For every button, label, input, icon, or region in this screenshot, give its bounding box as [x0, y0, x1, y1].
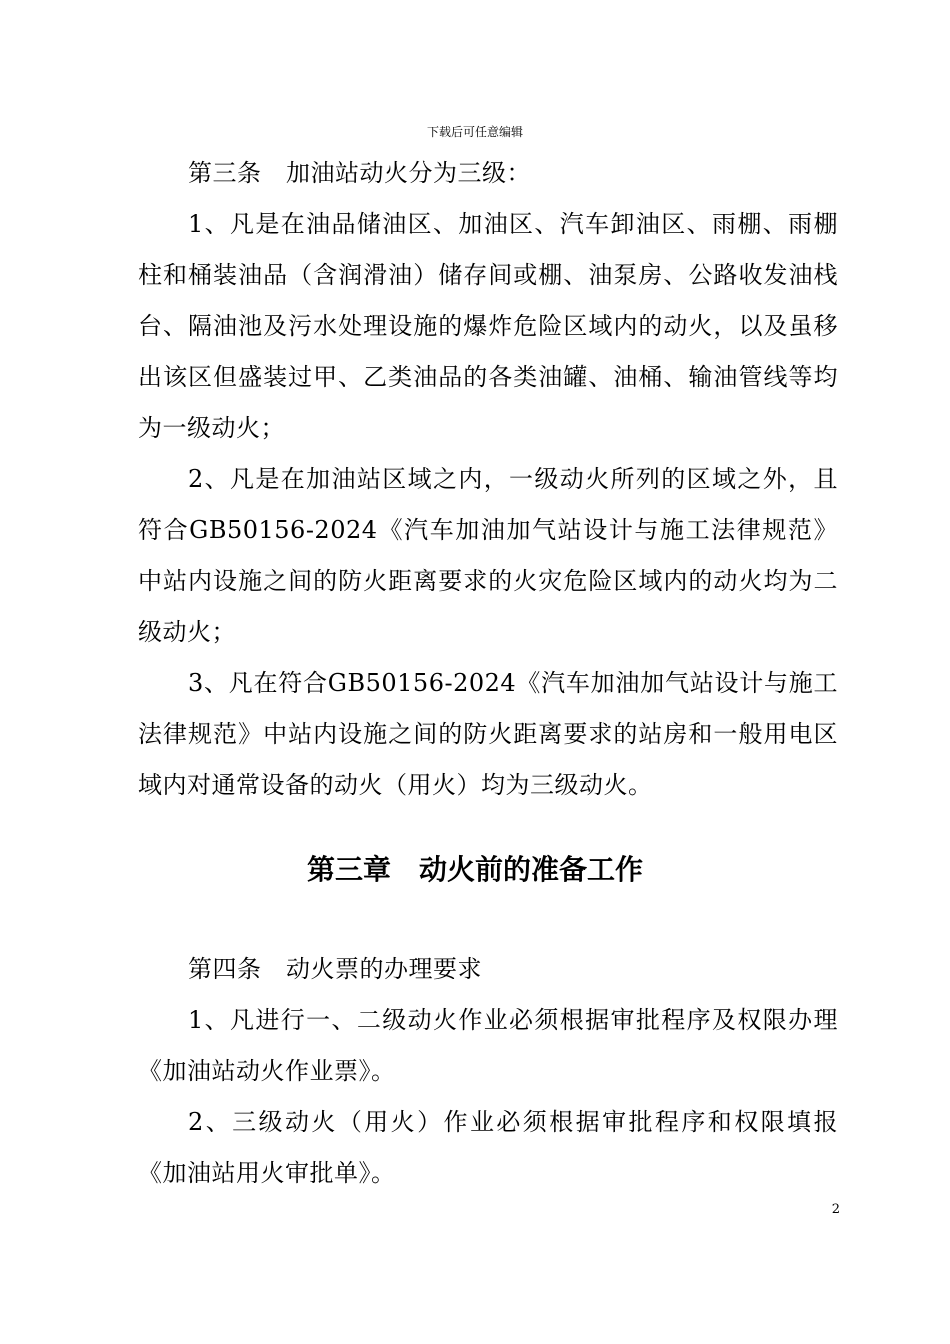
article-3-section — [138, 148, 838, 811]
article-4-title: 第四条 动火票的办理要求 — [188, 955, 482, 983]
article-3-item-2: 2、凡是在加油站区域之内，一级动火所列的区域之外，且符合GB50156-2024《汽车加油加气站设计与施工法律规范》中站内设施之间的防火距离要求的火灾危险区域内的动火均为二级动火； — [138, 465, 838, 646]
article-3-title: 第三条 加油站动火分为三级： — [188, 159, 531, 187]
article-4-item-1: 1、凡进行一、二级动火作业必须根据审批程序及权限办理《加油站动火作业票》。 — [138, 1006, 838, 1085]
chapter-3-heading: 第三章 动火前的准备工作 — [306, 853, 643, 886]
article-4-section — [138, 944, 838, 1199]
article-4-item-2: 2、三级动火（用火）作业必须根据审批程序和权限填报《加油站用火审批单》。 — [138, 1108, 838, 1187]
page-header-note: 下载后可任意编辑 — [426, 125, 523, 139]
article-3-item-1: 1、凡是在油品储油区、加油区、汽车卸油区、雨棚、雨棚柱和桶装油品（含润滑油）储存间或棚、油泵房、公路收发油栈台、隔油池及污水处理设施的爆炸危险区域内的动火，以及虽移出该区但盛装过甲、乙类油品的各类油罐、油桶、输油管线等均为一级动火； — [138, 210, 838, 442]
page-number: 2 — [831, 1202, 840, 1217]
article-3-item-3: 3、凡在符合GB50156-2024《汽车加油加气站设计与施工法律规范》中站内设施之间的防火距离要求的站房和一般用电区域内对通常设备的动火（用火）均为三级动火。 — [138, 669, 838, 799]
